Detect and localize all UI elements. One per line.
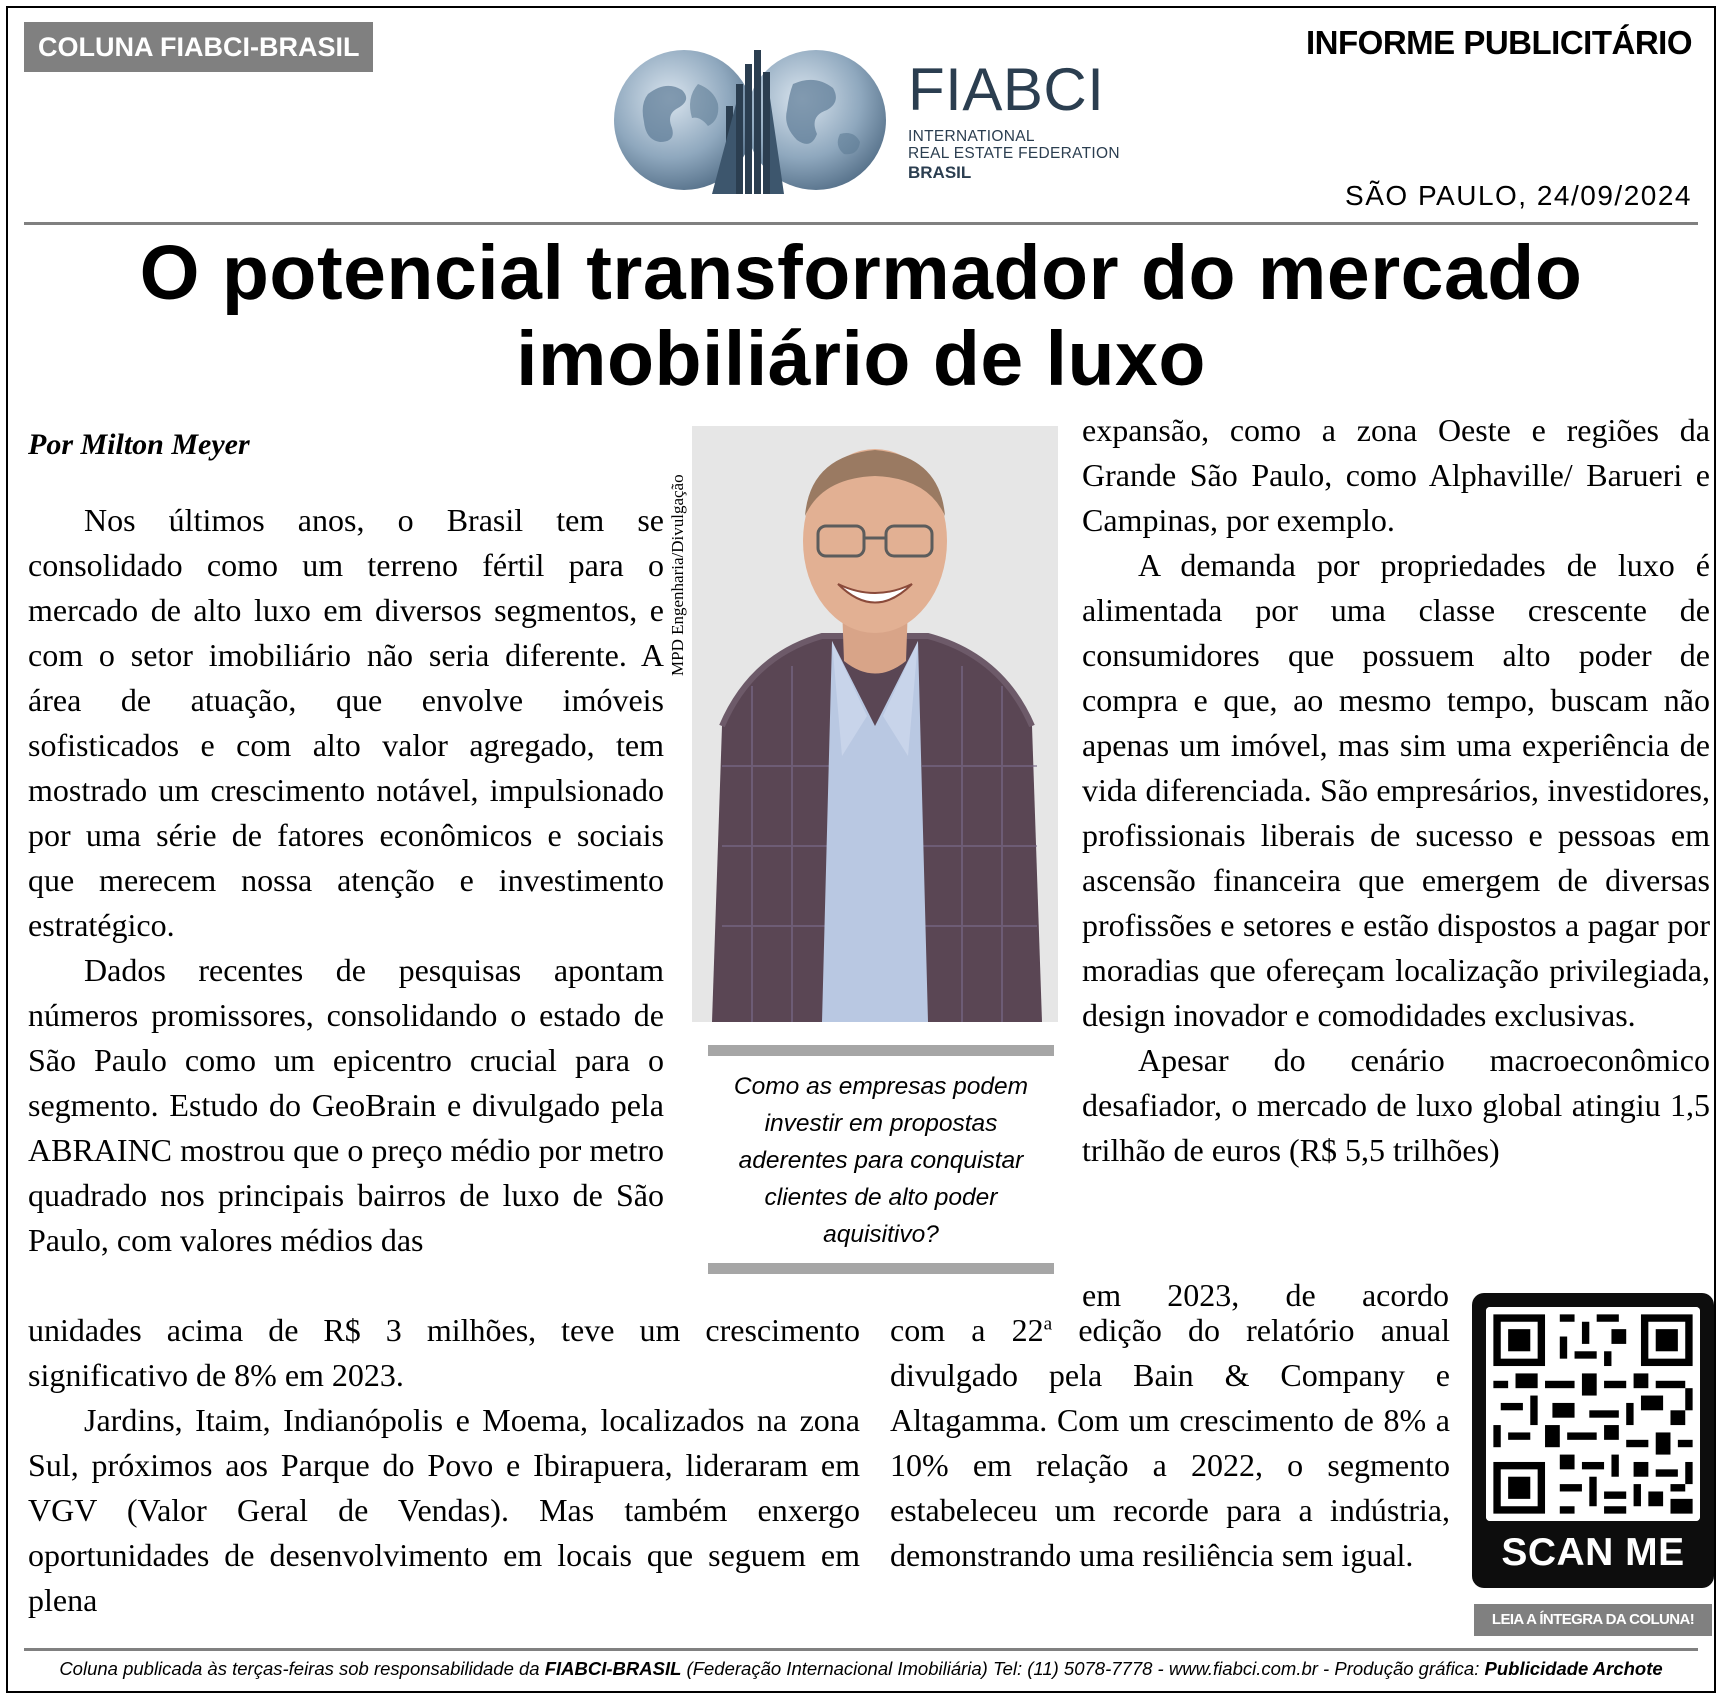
logo-name: FIABCI — [908, 56, 1105, 123]
paragraph-2-continued: unidades acima de R$ 3 milhões, teve um crescimento significativo de 8% em 2023. — [28, 1312, 860, 1393]
informe-publicitario: INFORME PUBLICITÁRIO — [1306, 24, 1692, 61]
paragraph-1: Nos últimos anos, o Brasil tem se consolidado como um terreno fértil para o mercado de alto luxo em diversos segmentos, e com o setor imobiliário não seria diferente. A área de atuação, que envolve imóveis sofisticados e com alto valor agregado, tem mostrado um crescimento notável, impulsionado por uma série de fatores econômicos e sociais que merecem nossa atenção e investimento estratégico. — [28, 502, 664, 943]
article-column-1-wide — [28, 1308, 860, 1623]
caption-bar-top — [708, 1045, 1054, 1056]
qr-code-panel[interactable] — [1472, 1293, 1714, 1588]
logo-line2: REAL ESTATE FEDERATION — [908, 145, 1120, 162]
fiabci-logo-text — [908, 56, 1120, 184]
paragraph-6-line: em 2023, de acordo — [1082, 1277, 1449, 1313]
dateline: SÃO PAULO, 24/09/2024 — [1345, 180, 1692, 211]
logo-line1: INTERNATIONAL — [908, 128, 1035, 145]
headline-line-1: O potencial transformador do mercado — [139, 230, 1583, 316]
article-bottom-block — [890, 1308, 1450, 1578]
paragraph-5: A demanda por propriedades de luxo é alimentada por uma classe crescente de consumidores que possuem alto poder de compra e que, ao mesmo tempo, buscam não apenas um imóvel, mas sim uma experiência de vida diferenciada. São empresários, investidores, profissionais liberais de sucesso e pessoas em ascensão financeira que emergem de diversas profissões e setores e estão dispostos a pagar por moradias que ofereçam localização privilegiada, design inovador e comodidades exclusivas. — [1082, 547, 1710, 1033]
byline: Por Milton Meyer — [28, 428, 250, 461]
header-divider — [24, 222, 1698, 225]
article-column-3 — [1082, 408, 1710, 1173]
footer-credits: Coluna publicada às terças-feiras sob responsabilidade da FIABCI-BRASIL (Federação Internacional Imobiliária) Tel: (11) 5078-7778 - www.fiabci.com.br - Produção gráfica: Publicidade Archote — [59, 1658, 1663, 1679]
qr-code-icon[interactable] — [1486, 1307, 1700, 1521]
column-tag: COLUNA FIABCI-BRASIL — [24, 22, 373, 72]
author-portrait-image — [692, 426, 1058, 1022]
headline-line-2: imobiliário de luxo — [516, 316, 1206, 402]
paragraph-3: Jardins, Itaim, Indianópolis e Moema, localizados na zona Sul, próximos aos Parque do Povo e Ibirapuera, lideraram em VGV (Valor Geral de Vendas). Mas também enxergo oportunidades de desenvolvimento em locais que seguem em plena — [28, 1402, 860, 1618]
scan-me-label: SCAN ME — [1501, 1531, 1685, 1574]
paragraph-4-continued: expansão, como a zona Oeste e regiões da Grande São Paulo, como Alphaville/ Barueri e Campinas, por exemplo. — [1082, 412, 1710, 538]
photo-caption: Como as empresas podem investir em propostas aderentes para conquistar clientes de alto poder aquisitivo? — [733, 1073, 1029, 1248]
leia-integra-badge: LEIA A ÍNTEGRA DA COLUNA! — [1474, 1604, 1712, 1636]
logo-line3: BRASIL — [908, 163, 972, 182]
paragraph-6-end: com a 22$^a$ edição do relatório anual divulgado pela Bain & Company e Altagamma. Com um crescimento de 8% a 10% em relação a 2022, o segmento estabeleceu um recorde para a indústria, demonstrando uma resiliência sem igual. — [890, 1312, 1450, 1573]
newspaper-page — [6, 6, 1716, 1693]
paragraph-2: Dados recentes de pesquisas apontam números promissores, consolidando o estado de São Paulo como um epicentro crucial para o segmento. Estudo do GeoBrain e divulgado pela ABRAINC mostrou que o preço médio por metro quadrado nos principais bairros de luxo de São Paulo, com valores médios das — [28, 952, 664, 1258]
article-column-1 — [28, 498, 664, 1263]
paragraph-6: Apesar do cenário macroeconômico desafiador, o mercado de luxo global atingiu 1,5 trilhão de euros (R$ 5,5 trilhões) — [1082, 1042, 1710, 1168]
footer-divider — [24, 1648, 1698, 1651]
photo-credit: MPD Engenharia/Divulgação — [668, 474, 687, 676]
caption-bar-bottom — [708, 1263, 1054, 1274]
